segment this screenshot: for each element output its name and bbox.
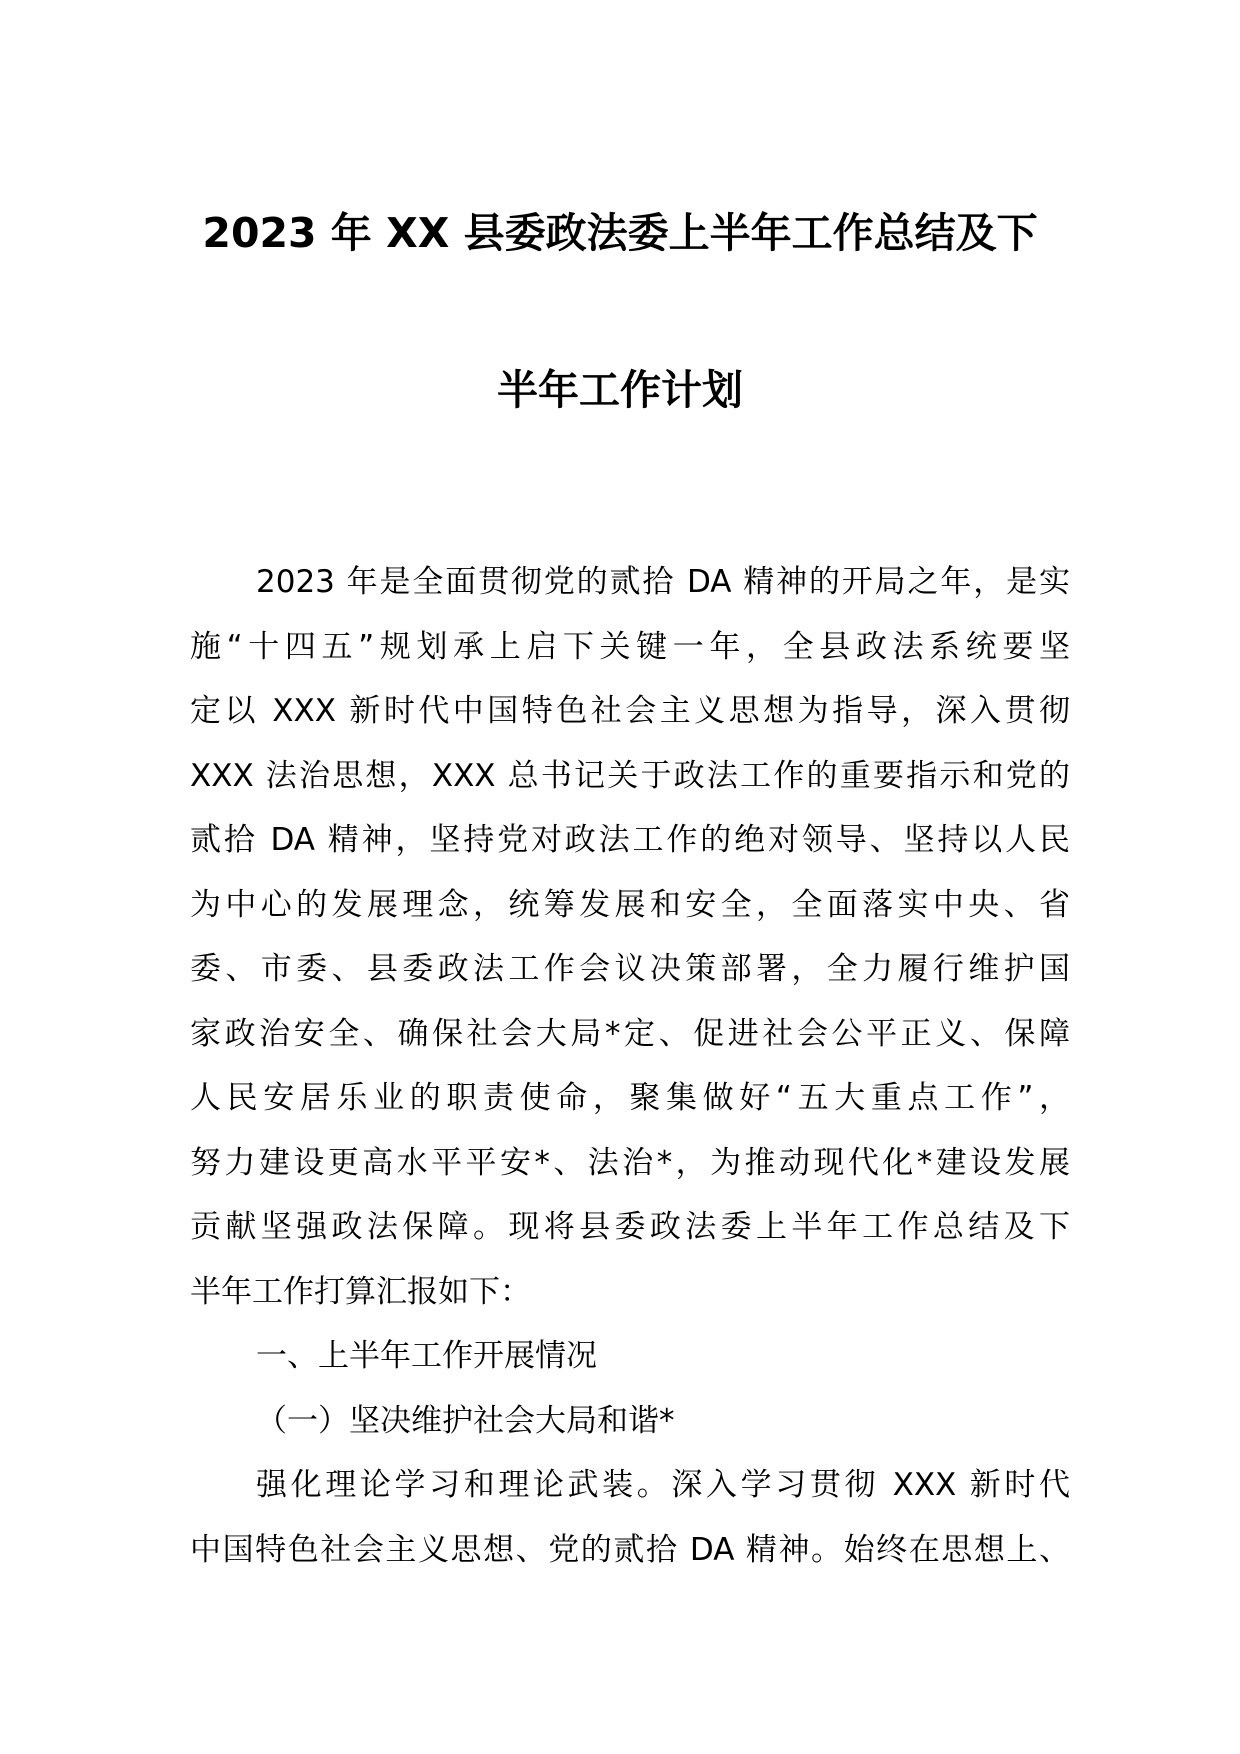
paragraph-line: 强化理论学习和理论武装。深入学习贯彻 XXX 新时代 — [256, 1467, 1070, 1503]
paragraph-line: 委、市委、县委政法工作会议决策部署，全力履行维护国 — [190, 951, 1070, 987]
paragraph-line: 定以 XXX 新时代中国特色社会主义思想为指导，深入贯彻 — [190, 693, 1070, 729]
paragraph-line: 为中心的发展理念，统筹发展和安全，全面落实中央、省 — [190, 886, 1070, 923]
document-title-line-1: 2023 年 XX 县委政法委上半年工作总结及下 — [202, 209, 1038, 257]
paragraph-line: 家政治安全、确保社会大局*定、促进社会公平正义、保障 — [190, 1015, 1070, 1052]
paragraph-line: XXX 法治思想，XXX 总书记关于政法工作的重要指示和党的 — [190, 757, 1070, 794]
paragraph-line: 中国特色社会主义思想、党的贰拾 DA 精神。始终在思想上、 — [190, 1531, 1070, 1568]
paragraph-line: 贡献坚强政法保障。现将县委政法委上半年工作总结及下 — [190, 1209, 1070, 1245]
paragraph-line: 2023 年是全面贯彻党的贰拾 DA 精神的开局之年，是实 — [256, 564, 1070, 600]
paragraph-line: 努力建设更高水平平安*、法治*，为推动现代化*建设发展 — [190, 1144, 1070, 1181]
paragraph-line: 人民安居乐业的职责使命，聚集做好“五大重点工作”， — [190, 1080, 1070, 1116]
document-body — [190, 550, 1070, 1582]
paragraph-line: 贰拾 DA 精神，坚持党对政法工作的绝对领导、坚持以人民 — [190, 822, 1070, 858]
paragraph-line: 施“十四五”规划承上启下关键一年，全县政法系统要坚 — [190, 628, 1070, 665]
document-title-line-2: 半年工作计划 — [497, 366, 743, 414]
subsection-heading: （一）坚决维护社会大局和谐* — [256, 1402, 675, 1439]
paragraph-line: 半年工作打算汇报如下： — [190, 1273, 531, 1310]
section-heading: 一、上半年工作开展情况 — [256, 1338, 597, 1374]
